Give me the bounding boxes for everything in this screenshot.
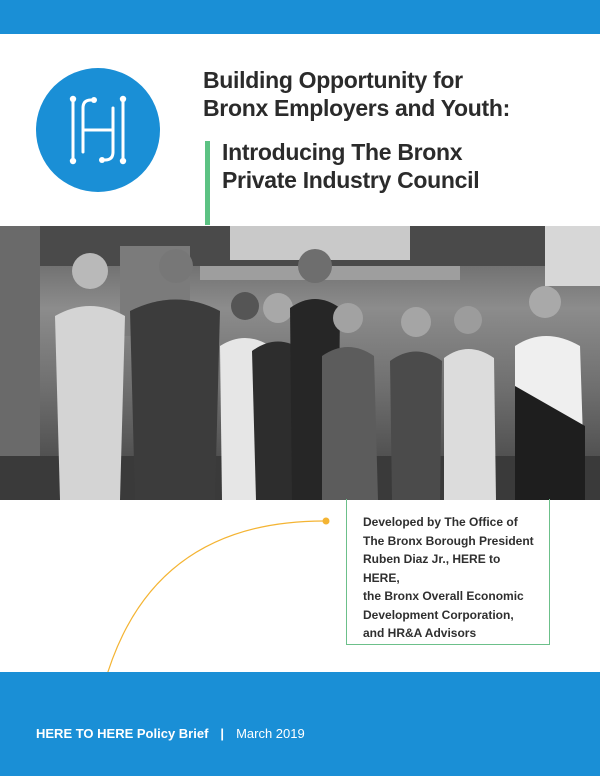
- photo-illustration: [0, 226, 600, 500]
- here-to-here-logo: [36, 68, 160, 192]
- title-accent-line: [205, 141, 210, 225]
- subtitle-line-1: Introducing The Bronx: [222, 139, 463, 165]
- decorative-curve: [0, 500, 340, 700]
- credits-text: [363, 513, 539, 643]
- footer: [36, 726, 305, 741]
- title-line-1: Building Opportunity for: [203, 67, 463, 93]
- bottom-color-band: [0, 672, 600, 776]
- credits-box: [346, 499, 550, 645]
- credit-line: Development Corporation,: [363, 607, 514, 622]
- here-to-here-h-icon: [36, 68, 160, 192]
- group-photo: [0, 226, 600, 500]
- page-subtitle: [222, 138, 582, 194]
- page-title: [203, 66, 583, 122]
- top-color-bar: [0, 0, 600, 34]
- footer-separator: |: [220, 726, 225, 741]
- policy-brief-series: HERE TO HERE Policy Brief: [36, 726, 209, 741]
- credit-line: Ruben Diaz Jr., HERE to HERE,: [363, 552, 501, 585]
- publication-date: March 2019: [236, 726, 305, 741]
- title-line-2: Bronx Employers and Youth:: [203, 95, 511, 121]
- credit-line: Developed by The Office of: [363, 515, 518, 529]
- credit-line: The Bronx Borough President: [363, 533, 534, 548]
- credit-line: the Bronx Overall Economic: [363, 589, 524, 603]
- credit-line: and HR&A Advisors: [363, 626, 477, 640]
- subtitle-line-2: Private Industry Council: [222, 167, 480, 193]
